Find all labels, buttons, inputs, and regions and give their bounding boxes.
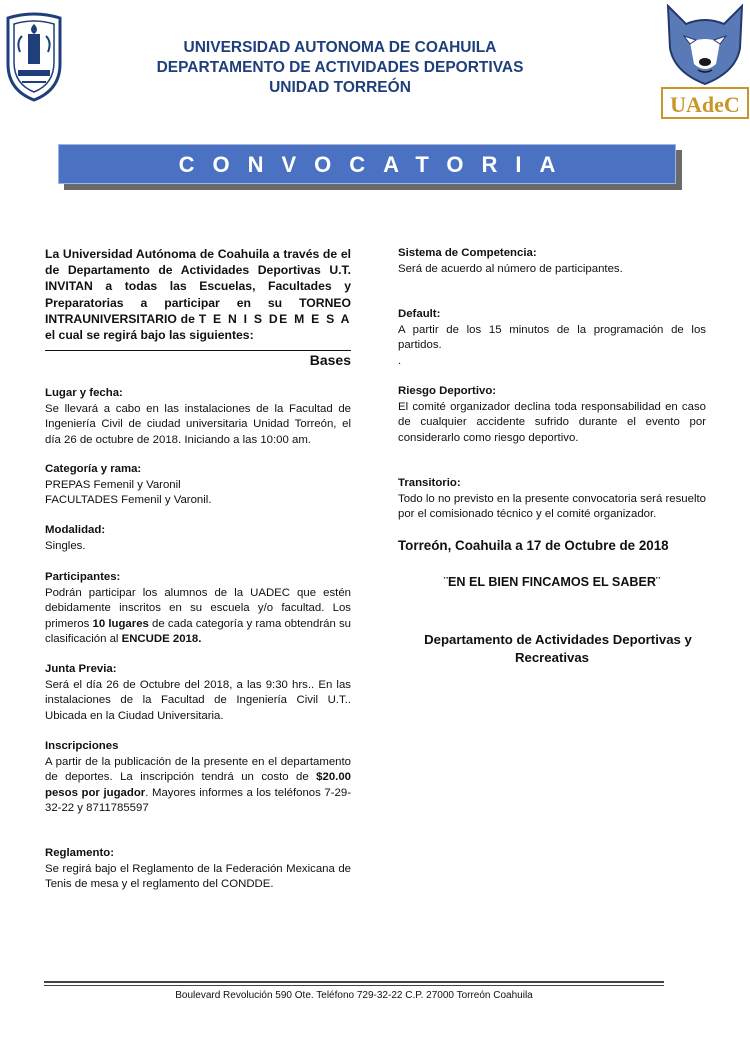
header-department: DEPARTAMENTO DE ACTIVIDADES DEPORTIVAS — [156, 59, 524, 76]
text: A partir de la publicación de la presente en el departamento de deportes. La inscripción tendrá un costo de — [45, 755, 351, 784]
text: de cada categoría y rama obtendrán su clasificación al — [45, 617, 351, 646]
section-title: Participantes: — [45, 571, 121, 583]
section-reglamento — [45, 846, 351, 893]
uadec-logo-text: UAdeC — [670, 92, 740, 117]
dept-line: Departamento de Actividades Deportivas y — [424, 632, 692, 647]
section-title: Categoría y rama: — [45, 463, 142, 475]
section-categoria — [45, 462, 351, 509]
section-title: Reglamento: — [45, 847, 114, 859]
uadec-wolf-logo — [660, 2, 750, 122]
university-seal-logo — [4, 12, 64, 102]
section-body: Se llevará a cabo en las instalaciones de la Facultad de Ingeniería Civil de ciudad universitaria Unidad Torreón, el día 26 de octubre de 2018. Iniciando a las 10:00 am. — [45, 402, 351, 446]
section-transitorio — [398, 476, 706, 523]
bases-heading: Bases — [309, 352, 351, 368]
section-junta — [45, 662, 351, 724]
section-modalidad — [45, 523, 351, 554]
text-bold: ENCUDE 2018. — [121, 633, 202, 646]
footer-rule — [44, 981, 664, 983]
dept-line: Recreativas — [514, 650, 590, 665]
section-riesgo — [398, 384, 706, 446]
date-line: Torreón, Coahuila a 17 de Octubre de 2018 — [398, 538, 669, 553]
intro-text-1: La Universidad Autónoma de Coahuila a través de el de Departamento de Actividades Deportivas U.T. INVITAN a todas las Escuelas, Facultades y Preparatorias a participar en su TORNEO INTRAUNIVERSITARIO de — [45, 247, 351, 326]
section-title: Junta Previa: — [45, 663, 117, 675]
intro-sport: T E N I S DE M E S A — [198, 311, 351, 326]
text: . Mayores informes a los teléfonos 7-29-32-22 y 8711785597 — [45, 786, 351, 815]
intro-paragraph — [45, 246, 351, 343]
motto: ¨EN EL BIEN FINCAMOS EL SABER¨ — [443, 575, 661, 589]
text-bold: 10 lugares — [92, 617, 149, 630]
section-body: Singles. — [45, 539, 86, 552]
text: Podrán participar los alumnos de la UADEC que estén debidamente inscritos en su escuela y/o facultad. Los primeros — [45, 586, 351, 630]
section-body: A partir de los 15 minutos de la programación de los partidos. — [398, 323, 706, 352]
section-participantes — [45, 570, 351, 648]
section-title: Riesgo Deportivo: — [398, 385, 497, 397]
section-title: Sistema de Competencia: — [398, 247, 537, 259]
section-title: Transitorio: — [398, 477, 461, 489]
section-body: Será de acuerdo al número de participantes. — [398, 262, 623, 275]
section-body — [45, 755, 351, 817]
header-university: UNIVERSIDAD AUTONOMA DE COAHUILA — [183, 39, 497, 56]
section-sistema — [398, 246, 706, 277]
section-body: Se regirá bajo el Reglamento de la Federación Mexicana de Tenis de mesa y el reglamento del CONDDE. — [45, 862, 351, 891]
intro-text-2: el cual se regirá bajo las siguientes: — [45, 328, 254, 343]
header-unit: UNIDAD TORREÓN — [269, 79, 411, 96]
section-line: FACULTADES Femenil y Varonil. — [45, 494, 212, 507]
section-default — [398, 307, 706, 369]
convocatoria-banner: CONVOCATORIA — [58, 144, 676, 184]
intro-divider — [45, 350, 351, 351]
section-title: Default: — [398, 308, 441, 320]
text-bold: $20.00 pesos por jugador — [45, 771, 351, 799]
section-body: Todo lo no previsto en la presente convocatoria será resuelto por el comisionado técnico y el comité organizador. — [398, 492, 706, 521]
section-title: Modalidad: — [45, 524, 106, 536]
section-line: PREPAS Femenil y Varonil — [45, 478, 181, 491]
footer-rule-thin — [44, 985, 664, 986]
section-body: Será el día 26 de Octubre del 2018, a las 9:30 hrs.. En las instalaciones de la Facultad de Ingeniería Civil U.T.. Ubicada en la Ciudad Universitaria. — [45, 678, 351, 722]
section-inscripciones — [45, 739, 351, 817]
department-signature — [398, 631, 706, 667]
footer-address: Boulevard Revolución 590 Ote. Teléfono 729-32-22 C.P. 27000 Torreón Coahuila — [175, 990, 533, 1001]
section-body — [45, 586, 351, 648]
section-dot: . — [398, 354, 402, 367]
section-lugar — [45, 386, 351, 448]
section-title: Inscripciones — [45, 740, 119, 752]
section-title: Lugar y fecha: — [45, 387, 123, 399]
section-body: El comité organizador declina toda responsabilidad en caso de cualquier accidente sufrido durante el evento por considerarlo como riesgo deportivo. — [398, 400, 706, 444]
